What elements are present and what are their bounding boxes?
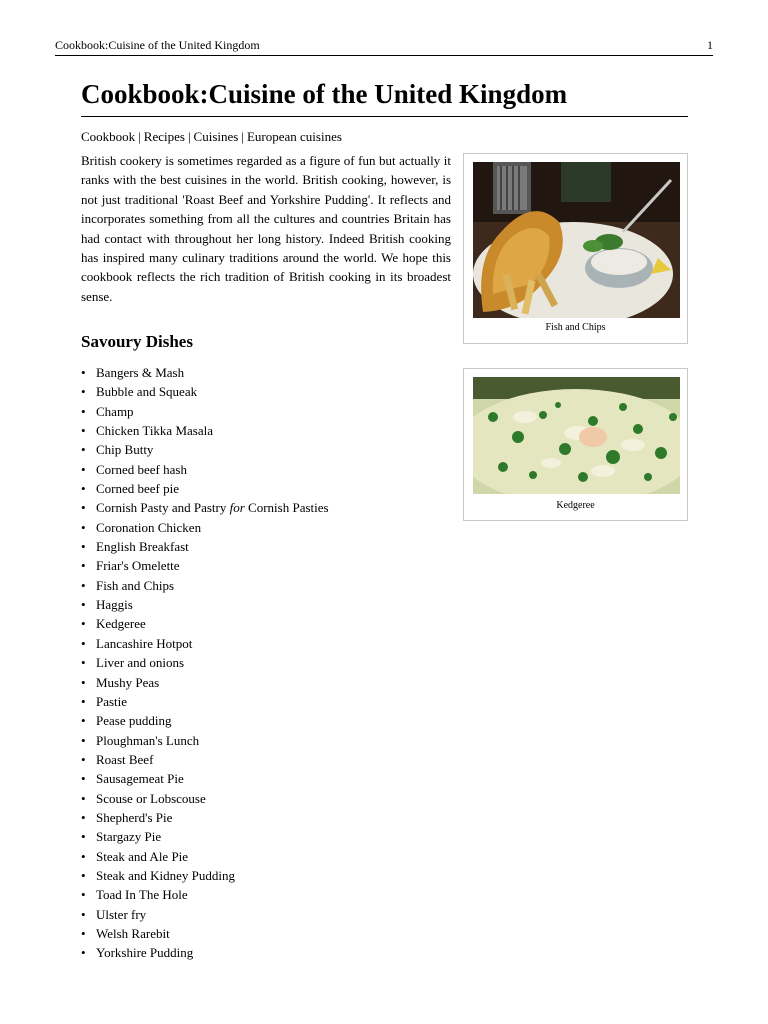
- list-item[interactable]: [81, 673, 329, 692]
- bullet-icon: •: [81, 829, 86, 845]
- list-item-label: Mushy Peas: [96, 674, 160, 690]
- list-item[interactable]: [81, 769, 329, 788]
- bullet-icon: •: [81, 751, 86, 767]
- list-item-label: Yorkshire Pudding: [96, 945, 194, 961]
- list-item[interactable]: [81, 634, 329, 653]
- bullet-icon: •: [81, 848, 86, 864]
- breadcrumb-link-cuisines[interactable]: Cuisines: [193, 129, 239, 144]
- list-item[interactable]: [81, 943, 329, 962]
- savoury-dishes-list: [81, 363, 329, 963]
- list-item-label: Friar's Omelette: [96, 558, 180, 574]
- bullet-icon: •: [81, 713, 86, 729]
- list-item[interactable]: [81, 614, 329, 633]
- bullet-icon: •: [81, 906, 86, 922]
- breadcrumb-separator: |: [187, 129, 191, 144]
- breadcrumb-link-cookbook[interactable]: Cookbook: [81, 129, 136, 144]
- list-item-label: Ploughman's Lunch: [96, 732, 200, 748]
- list-item[interactable]: [81, 692, 329, 711]
- list-item-label: Bubble and Squeak: [96, 384, 198, 400]
- list-item[interactable]: [81, 885, 329, 904]
- section-heading-savoury-dishes: Savoury Dishes: [81, 332, 193, 351]
- running-header: [55, 38, 713, 56]
- list-item-label-pre: Cornish Pasty and Pastry: [96, 500, 230, 516]
- list-item-label: Chicken Tikka Masala: [96, 423, 213, 439]
- page-title: Cookbook:Cuisine of the United Kingdom: [81, 76, 688, 117]
- list-item-label: Sausagemeat Pie: [96, 771, 184, 787]
- bullet-icon: •: [81, 887, 86, 903]
- list-item[interactable]: [81, 731, 329, 750]
- bullet-icon: •: [81, 403, 86, 419]
- bullet-icon: •: [81, 635, 86, 651]
- list-item-label: Haggis: [96, 597, 133, 613]
- bullet-icon: •: [81, 481, 86, 497]
- list-item[interactable]: [81, 866, 329, 885]
- bullet-icon: •: [81, 461, 86, 477]
- breadcrumb-separator: |: [241, 129, 244, 144]
- bullet-icon: •: [81, 693, 86, 709]
- list-item-label: Fish and Chips: [96, 577, 175, 593]
- bullet-icon: •: [81, 655, 86, 671]
- list-item[interactable]: [81, 653, 329, 672]
- list-item-label: Pastie: [96, 693, 128, 709]
- list-item-label: Champ: [96, 403, 134, 419]
- list-item[interactable]: [81, 479, 329, 498]
- bullet-icon: •: [81, 771, 86, 787]
- list-item[interactable]: [81, 363, 329, 382]
- list-item-label: Steak and Ale Pie: [96, 848, 189, 864]
- list-item-label-em: for: [229, 500, 245, 516]
- bullet-icon: •: [81, 925, 86, 941]
- list-item[interactable]: [81, 440, 329, 459]
- list-item[interactable]: [81, 924, 329, 943]
- list-item-label: Shepherd's Pie: [96, 809, 173, 825]
- bullet-icon: •: [81, 809, 86, 825]
- list-item[interactable]: [81, 789, 329, 808]
- list-item[interactable]: [81, 595, 329, 614]
- breadcrumb-link-recipes[interactable]: Recipes: [143, 129, 185, 144]
- bullet-icon: •: [81, 423, 86, 439]
- bullet-icon: •: [81, 558, 86, 574]
- bullet-icon: •: [81, 790, 86, 806]
- bullet-icon: •: [81, 732, 86, 748]
- bullet-icon: •: [81, 577, 86, 593]
- list-item-label: Kedgeree: [96, 616, 146, 632]
- bullet-icon: •: [81, 597, 86, 613]
- list-item-label: Liver and onions: [96, 655, 185, 671]
- list-item[interactable]: [81, 402, 329, 421]
- bullet-icon: •: [81, 384, 86, 400]
- image-caption-fish-and-chips: Fish and Chips: [545, 322, 606, 333]
- bullet-icon: •: [81, 945, 86, 961]
- bullet-icon: •: [81, 539, 86, 555]
- list-item[interactable]: [81, 808, 329, 827]
- breadcrumb-link-european-cuisines[interactable]: European cuisines: [246, 129, 342, 144]
- list-item[interactable]: [81, 537, 329, 556]
- list-item-label: Stargazy Pie: [96, 829, 162, 845]
- list-item-label: English Breakfast: [96, 539, 189, 555]
- list-item[interactable]: [81, 847, 329, 866]
- list-item-label: Bangers & Mash: [96, 365, 185, 380]
- list-item-label: Corned beef pie: [96, 481, 180, 497]
- bullet-icon: •: [81, 365, 86, 380]
- list-item[interactable]: [81, 460, 329, 479]
- list-item[interactable]: [81, 421, 329, 440]
- page-number: 1: [707, 38, 713, 52]
- list-item[interactable]: [81, 382, 329, 401]
- list-item-label: Corned beef hash: [96, 461, 187, 477]
- list-item-label: Toad In The Hole: [96, 887, 188, 903]
- list-item[interactable]: [81, 711, 329, 730]
- list-item[interactable]: [81, 498, 329, 517]
- list-item[interactable]: [81, 750, 329, 769]
- kedgeree-image[interactable]: [473, 377, 680, 494]
- bullet-icon: •: [81, 616, 86, 632]
- breadcrumb-separator: |: [138, 129, 141, 144]
- bullet-icon: •: [81, 442, 86, 458]
- list-item-label: Scouse or Lobscouse: [96, 790, 206, 806]
- intro-paragraph: British cookery is sometimes regarded as a figure of fun but actually it ranks with the best cuisines in the world. British cooking, however, is not just traditional 'Roast Beef and Yorkshire Pudding'. It reflects and incorporates something from all the cultures and countries Britain has had contact with throughout her long history. Indeed British cooking has inspired many culinary traditions around the world. We hope this cookbook reflects the rich tradition of British cooking in its broadest sense.: [81, 153, 451, 304]
- bullet-icon: •: [81, 867, 86, 883]
- list-item[interactable]: [81, 576, 329, 595]
- list-item[interactable]: [81, 518, 329, 537]
- list-item-label: Steak and Kidney Pudding: [96, 867, 236, 883]
- bullet-icon: •: [81, 500, 86, 516]
- list-item-label: Roast Beef: [96, 751, 154, 767]
- list-item-label: Welsh Rarebit: [96, 925, 170, 941]
- list-item[interactable]: [81, 556, 329, 575]
- image-caption-kedgeree: Kedgeree: [556, 500, 595, 511]
- list-item-label: Coronation Chicken: [96, 519, 202, 535]
- fish-and-chips-image[interactable]: [473, 162, 680, 318]
- list-item[interactable]: [81, 905, 329, 924]
- image-frame-kedgeree: [463, 368, 688, 521]
- running-header-title: Cookbook:Cuisine of the United Kingdom: [55, 38, 260, 52]
- list-item-label-post: Cornish Pasties: [244, 500, 329, 516]
- breadcrumb: [81, 129, 342, 145]
- bullet-icon: •: [81, 519, 86, 535]
- list-item-label: Ulster fry: [96, 906, 147, 922]
- list-item-label: Lancashire Hotpot: [96, 635, 193, 651]
- list-item[interactable]: [81, 827, 329, 846]
- list-item-label: Pease pudding: [96, 713, 172, 729]
- image-frame-fish-and-chips: [463, 153, 688, 344]
- bullet-icon: •: [81, 674, 86, 690]
- list-item-label: Chip Butty: [96, 442, 154, 458]
